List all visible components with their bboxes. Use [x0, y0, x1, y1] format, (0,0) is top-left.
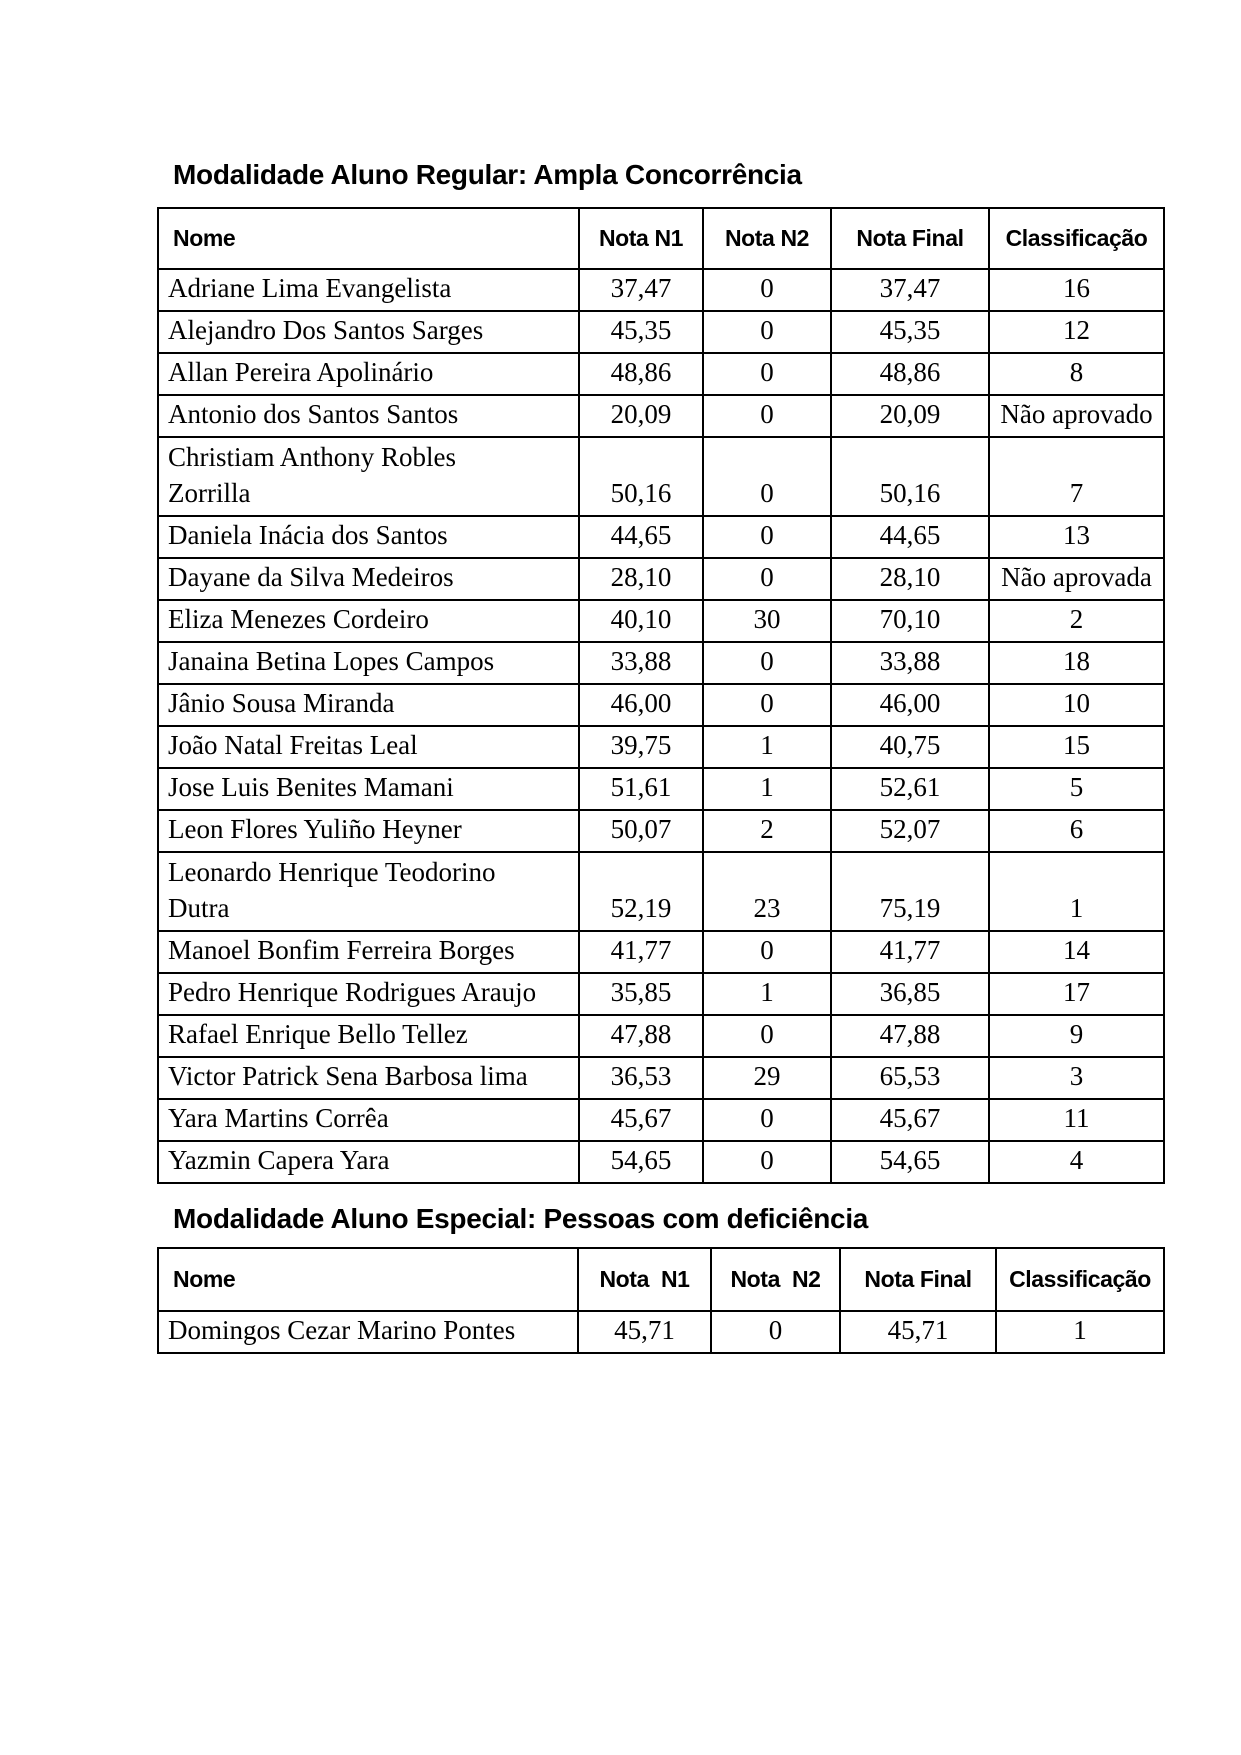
student-name-cell	[158, 516, 579, 558]
classification-cell: 2	[989, 600, 1164, 642]
classification-cell: Não aprovado	[989, 395, 1164, 437]
student-row	[158, 311, 1164, 353]
grade-cell: 45,71	[578, 1311, 711, 1353]
grade-cell: 35,85	[579, 973, 703, 1015]
grade-cell: 45,67	[831, 1099, 989, 1141]
student-name: Daniela Inácia dos Santos	[168, 520, 448, 550]
classification-cell: 18	[989, 642, 1164, 684]
student-row	[158, 1099, 1164, 1141]
classification-cell: 14	[989, 931, 1164, 973]
classification-cell: Não aprovada	[989, 558, 1164, 600]
student-name-cell	[158, 1015, 579, 1057]
student-name: Antonio dos Santos Santos	[168, 399, 459, 429]
student-name-cell	[158, 395, 579, 437]
grade-cell: 41,77	[579, 931, 703, 973]
grade-cell: 40,75	[831, 726, 989, 768]
column-header-nota-1: Nota N1	[579, 208, 703, 269]
student-name: Allan Pereira Apolinário	[168, 357, 434, 387]
grade-cell: 70,10	[831, 600, 989, 642]
grade-cell: 0	[711, 1311, 840, 1353]
grade-cell: 50,16	[831, 437, 989, 516]
header-row	[158, 208, 1164, 269]
student-name: Alejandro Dos Santos Sarges	[168, 315, 484, 345]
classification-cell: 6	[989, 810, 1164, 852]
table-header	[158, 1248, 1164, 1311]
student-name-cell	[158, 600, 579, 642]
grade-cell: 48,86	[831, 353, 989, 395]
grade-cell: 51,61	[579, 768, 703, 810]
grade-cell: 0	[703, 353, 831, 395]
column-header-nome: Nome	[158, 208, 579, 269]
grade-cell: 20,09	[579, 395, 703, 437]
classification-cell: 13	[989, 516, 1164, 558]
section-title-aluno-regular: Modalidade Aluno Regular: Ampla Concorrência	[173, 159, 802, 190]
grade-cell: 46,00	[831, 684, 989, 726]
grade-cell: 52,07	[831, 810, 989, 852]
student-name: Victor Patrick Sena Barbosa lima	[168, 1061, 528, 1091]
student-name: Christiam Anthony Robles Zorrilla	[168, 442, 457, 508]
table-header	[158, 208, 1164, 269]
classification-cell: 15	[989, 726, 1164, 768]
classification-cell: 10	[989, 684, 1164, 726]
classification-cell: 8	[989, 353, 1164, 395]
student-name: Jânio Sousa Miranda	[168, 688, 395, 718]
student-name-cell	[158, 810, 579, 852]
grade-cell: 75,19	[831, 852, 989, 931]
grade-cell: 29	[703, 1057, 831, 1099]
grade-cell: 0	[703, 269, 831, 311]
student-name: Leonardo Henrique Teodorino Dutra	[168, 857, 496, 923]
student-name-cell	[158, 642, 579, 684]
column-header-nota-2: Nota N2	[711, 1248, 840, 1311]
header-row	[158, 1248, 1164, 1311]
grade-cell: 37,47	[831, 269, 989, 311]
column-header-nota-1: Nota N1	[578, 1248, 711, 1311]
grade-cell: 0	[703, 1015, 831, 1057]
column-header-nome: Nome	[158, 1248, 578, 1311]
student-name: Eliza Menezes Cordeiro	[168, 604, 429, 634]
classification-cell: 17	[989, 973, 1164, 1015]
table-body	[158, 269, 1164, 1183]
student-row	[158, 1141, 1164, 1183]
grade-cell: 0	[703, 931, 831, 973]
grade-cell: 1	[703, 726, 831, 768]
table-body	[158, 1311, 1164, 1353]
student-name-cell	[158, 311, 579, 353]
grade-cell: 0	[703, 437, 831, 516]
grade-cell: 44,65	[831, 516, 989, 558]
classification-cell: 1	[989, 852, 1164, 931]
grade-cell: 47,88	[579, 1015, 703, 1057]
student-name-cell	[158, 1057, 579, 1099]
student-name: Dayane da Silva Medeiros	[168, 562, 454, 592]
student-name-cell	[158, 726, 579, 768]
student-row	[158, 684, 1164, 726]
grade-cell: 40,10	[579, 600, 703, 642]
student-row	[158, 269, 1164, 311]
grade-cell: 44,65	[579, 516, 703, 558]
student-name-cell	[158, 353, 579, 395]
student-name-cell	[158, 931, 579, 973]
classification-cell: 7	[989, 437, 1164, 516]
grades-table-aluno-especial	[157, 1247, 1165, 1354]
student-row	[158, 437, 1164, 516]
student-name: Domingos Cezar Marino Pontes	[168, 1315, 516, 1345]
student-row	[158, 516, 1164, 558]
student-name-cell	[158, 768, 579, 810]
classification-cell: 5	[989, 768, 1164, 810]
student-name: Yazmin Capera Yara	[168, 1145, 390, 1175]
classification-cell: 9	[989, 1015, 1164, 1057]
grade-cell: 30	[703, 600, 831, 642]
grade-cell: 28,10	[831, 558, 989, 600]
student-name: João Natal Freitas Leal	[168, 730, 418, 760]
grade-cell: 52,61	[831, 768, 989, 810]
student-name: Yara Martins Corrêa	[168, 1103, 389, 1133]
student-name-cell	[158, 684, 579, 726]
grade-cell: 36,53	[579, 1057, 703, 1099]
student-row	[158, 810, 1164, 852]
grade-cell: 37,47	[579, 269, 703, 311]
grade-cell: 45,67	[579, 1099, 703, 1141]
student-name-cell	[158, 1141, 579, 1183]
grade-cell: 0	[703, 311, 831, 353]
student-name: Manoel Bonfim Ferreira Borges	[168, 935, 515, 965]
column-header-classificacao: Classificação	[989, 208, 1164, 269]
grade-cell: 23	[703, 852, 831, 931]
student-name-cell	[158, 437, 579, 516]
student-row	[158, 852, 1164, 931]
column-header-nota-3: Nota Final	[831, 208, 989, 269]
grade-cell: 47,88	[831, 1015, 989, 1057]
classification-cell: 1	[996, 1311, 1164, 1353]
student-name-cell	[158, 852, 579, 931]
student-row	[158, 642, 1164, 684]
grade-cell: 20,09	[831, 395, 989, 437]
grade-cell: 0	[703, 1141, 831, 1183]
grade-cell: 41,77	[831, 931, 989, 973]
student-row	[158, 600, 1164, 642]
grade-cell: 33,88	[831, 642, 989, 684]
classification-cell: 3	[989, 1057, 1164, 1099]
student-row	[158, 973, 1164, 1015]
grade-cell: 45,35	[831, 311, 989, 353]
grade-cell: 52,19	[579, 852, 703, 931]
student-row	[158, 726, 1164, 768]
grade-cell: 0	[703, 684, 831, 726]
student-name: Pedro Henrique Rodrigues Araujo	[168, 977, 537, 1007]
grade-cell: 50,16	[579, 437, 703, 516]
grade-cell: 50,07	[579, 810, 703, 852]
student-name-cell	[158, 1311, 578, 1353]
section-title-aluno-especial: Modalidade Aluno Especial: Pessoas com deficiência	[173, 1203, 869, 1234]
grade-cell: 39,75	[579, 726, 703, 768]
grade-cell: 33,88	[579, 642, 703, 684]
grade-cell: 45,71	[840, 1311, 996, 1353]
grade-cell: 36,85	[831, 973, 989, 1015]
student-row	[158, 353, 1164, 395]
student-row	[158, 395, 1164, 437]
student-name-cell	[158, 1099, 579, 1141]
student-name: Leon Flores Yuliño Heyner	[168, 814, 462, 844]
student-name: Jose Luis Benites Mamani	[168, 772, 454, 802]
grade-cell: 0	[703, 558, 831, 600]
grade-cell: 2	[703, 810, 831, 852]
grade-cell: 1	[703, 973, 831, 1015]
student-name-cell	[158, 973, 579, 1015]
grade-cell: 0	[703, 642, 831, 684]
student-row	[158, 1311, 1164, 1353]
grade-cell: 1	[703, 768, 831, 810]
classification-cell: 16	[989, 269, 1164, 311]
student-name-cell	[158, 558, 579, 600]
grade-cell: 54,65	[579, 1141, 703, 1183]
student-row	[158, 1057, 1164, 1099]
grade-cell: 54,65	[831, 1141, 989, 1183]
student-row	[158, 931, 1164, 973]
student-name: Rafael Enrique Bello Tellez	[168, 1019, 468, 1049]
classification-cell: 12	[989, 311, 1164, 353]
classification-cell: 11	[989, 1099, 1164, 1141]
grade-cell: 45,35	[579, 311, 703, 353]
grade-cell: 0	[703, 516, 831, 558]
grade-cell: 28,10	[579, 558, 703, 600]
student-row	[158, 768, 1164, 810]
student-name: Janaina Betina Lopes Campos	[168, 646, 495, 676]
column-header-nota-2: Nota N2	[703, 208, 831, 269]
student-name: Adriane Lima Evangelista	[168, 273, 452, 303]
column-header-classificacao: Classificação	[996, 1248, 1164, 1311]
grade-cell: 48,86	[579, 353, 703, 395]
student-name-cell	[158, 269, 579, 311]
student-row	[158, 558, 1164, 600]
student-row	[158, 1015, 1164, 1057]
grade-cell: 0	[703, 395, 831, 437]
grade-cell: 0	[703, 1099, 831, 1141]
grade-cell: 46,00	[579, 684, 703, 726]
grade-cell: 65,53	[831, 1057, 989, 1099]
classification-cell: 4	[989, 1141, 1164, 1183]
column-header-nota-3: Nota Final	[840, 1248, 996, 1311]
grades-table-aluno-regular	[157, 207, 1165, 1184]
